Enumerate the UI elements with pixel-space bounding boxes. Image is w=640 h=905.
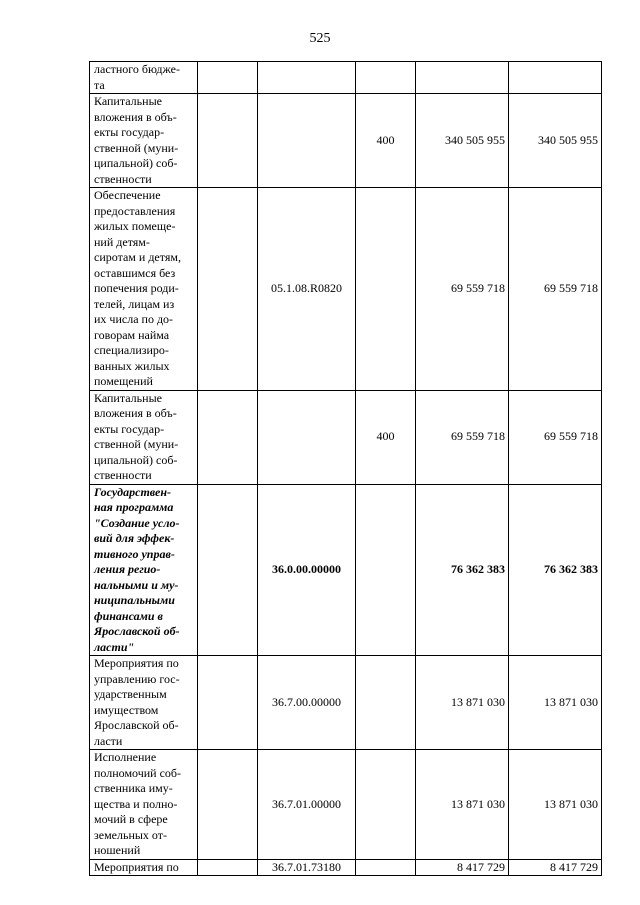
expense-name-line: ласти (94, 733, 123, 748)
expense-name-cell (90, 94, 198, 188)
budget-table (89, 61, 602, 876)
expense-name-line: Мероприятия по (94, 859, 179, 874)
table-row (90, 859, 602, 876)
expense-name-line: ципальной) соб- (94, 452, 178, 467)
expense-type-cell: 400 (356, 94, 416, 188)
expense-name-line: говорам найма (94, 327, 170, 342)
page-number: 525 (309, 31, 331, 46)
expense-name-line: предоставления (94, 203, 176, 218)
amount-cell-1: 340 505 955 (416, 94, 509, 188)
expense-name-line: управлению гос- (94, 671, 180, 686)
amount-cell-1: 13 871 030 (416, 750, 509, 860)
expense-name-line: ственника иму- (94, 781, 173, 795)
program-code-cell: 36.7.00.00000 (258, 656, 356, 750)
amount-cell-1: 69 559 718 (416, 390, 509, 484)
expense-name-line: ванных жилых (94, 358, 170, 373)
expense-name-cell (90, 859, 198, 876)
expense-name-line: щества и полно- (94, 796, 178, 811)
expense-name-line: ласти" (94, 639, 135, 654)
expense-name-line: телей, лицам из (94, 296, 175, 311)
expense-name-line: вий для эффек- (94, 531, 175, 545)
table-row (90, 484, 602, 656)
expense-name-line: екты государ- (94, 421, 165, 436)
expense-name-line: сиротам и детям, (94, 250, 181, 264)
expense-name-line: Обеспечение (94, 188, 161, 202)
amount-cell-1: 8 417 729 (416, 859, 509, 876)
amount-cell-2: 13 871 030 (509, 656, 602, 750)
expense-name-line: их числа по до- (94, 312, 174, 326)
amount-cell-1: 69 559 718 (416, 188, 509, 391)
program-code-cell: 36.7.01.00000 (258, 750, 356, 860)
expense-name-line: ления регио- (94, 562, 161, 576)
expense-name-cell (90, 62, 198, 94)
budget-table-body (90, 62, 602, 876)
expense-type-cell (356, 188, 416, 391)
program-code-cell (258, 94, 356, 188)
expense-name-line: ний детям- (94, 234, 150, 249)
amount-cell-2: 69 559 718 (509, 188, 602, 391)
amount-cell-2: 76 362 383 (509, 484, 602, 656)
empty-cell (198, 94, 258, 188)
program-code-cell: 05.1.08.R0820 (258, 188, 356, 391)
program-code-cell (258, 390, 356, 484)
expense-name-line: ственной (муни- (94, 140, 179, 155)
expense-name-line: помещений (94, 374, 153, 388)
expense-name-line: специализиро- (94, 343, 169, 357)
expense-name-cell (90, 390, 198, 484)
expense-name-line: "Создание усло- (94, 515, 180, 530)
expense-name-line: ципальной) соб- (94, 156, 178, 170)
expense-name-line: ударственным (94, 687, 167, 701)
program-code-cell: 36.7.01.73180 (258, 859, 356, 876)
expense-type-cell (356, 656, 416, 750)
expense-name-cell (90, 484, 198, 656)
table-row (90, 62, 602, 94)
expense-name-line: Ярославской об- (94, 718, 179, 732)
table-row (90, 750, 602, 860)
amount-cell-2 (509, 62, 602, 94)
amount-cell-1: 76 362 383 (416, 484, 509, 656)
table-row (90, 188, 602, 391)
expense-type-cell (356, 62, 416, 94)
expense-name-line: та (94, 77, 105, 92)
expense-name-line: вложения в объ- (94, 109, 177, 124)
amount-cell-1 (416, 62, 509, 94)
expense-name-line: финансами в (94, 608, 163, 623)
expense-name-line: попечения роди- (94, 281, 179, 295)
table-row (90, 656, 602, 750)
expense-type-cell (356, 484, 416, 656)
expense-name-cell (90, 656, 198, 750)
empty-cell (198, 484, 258, 656)
expense-name-line: жилых помеще- (94, 219, 176, 233)
empty-cell (198, 62, 258, 94)
empty-cell (198, 859, 258, 876)
program-code-cell: 36.0.00.00000 (258, 484, 356, 656)
expense-name-line: Капитальные (94, 94, 162, 108)
program-code-cell (258, 62, 356, 94)
amount-cell-2: 13 871 030 (509, 750, 602, 860)
amount-cell-2: 340 505 955 (509, 94, 602, 188)
table-row (90, 390, 602, 484)
expense-type-cell (356, 859, 416, 876)
expense-name-line: полномочий соб- (94, 765, 182, 780)
expense-name-cell (90, 188, 198, 391)
expense-name-line: вложения в объ- (94, 406, 177, 420)
expense-name-line: екты государ- (94, 125, 165, 139)
expense-name-line: оставшимся без (94, 265, 176, 280)
empty-cell (198, 750, 258, 860)
expense-name-line: Исполнение (94, 750, 157, 764)
amount-cell-2: 69 559 718 (509, 390, 602, 484)
empty-cell (198, 656, 258, 750)
empty-cell (198, 390, 258, 484)
expense-type-cell (356, 750, 416, 860)
expense-name-line: ственности (94, 171, 152, 186)
amount-cell-1: 13 871 030 (416, 656, 509, 750)
expense-name-line: ственной (муни- (94, 437, 179, 451)
expense-type-cell: 400 (356, 390, 416, 484)
expense-name-line: земельных от- (94, 827, 168, 842)
expense-name-line: ношений (94, 843, 141, 857)
expense-name-line: Капитальные (94, 390, 162, 405)
expense-name-line: ная программа (94, 500, 174, 514)
expense-name-cell (90, 750, 198, 860)
expense-name-line: имуществом (94, 702, 159, 717)
expense-name-line: Мероприятия по (94, 656, 179, 670)
expense-name-line: тивного управ- (94, 546, 175, 561)
expense-name-line: Ярославской об- (94, 624, 180, 638)
empty-cell (198, 188, 258, 391)
expense-name-line: ластного бюдже- (94, 62, 180, 76)
table-row (90, 94, 602, 188)
expense-name-line: ственности (94, 468, 152, 482)
amount-cell-2: 8 417 729 (509, 859, 602, 876)
expense-name-line: нальными и му- (94, 577, 179, 592)
expense-name-line: Государствен- (94, 484, 171, 499)
expense-name-line: ниципальными (94, 593, 175, 607)
expense-name-line: мочий в сфере (94, 812, 168, 826)
